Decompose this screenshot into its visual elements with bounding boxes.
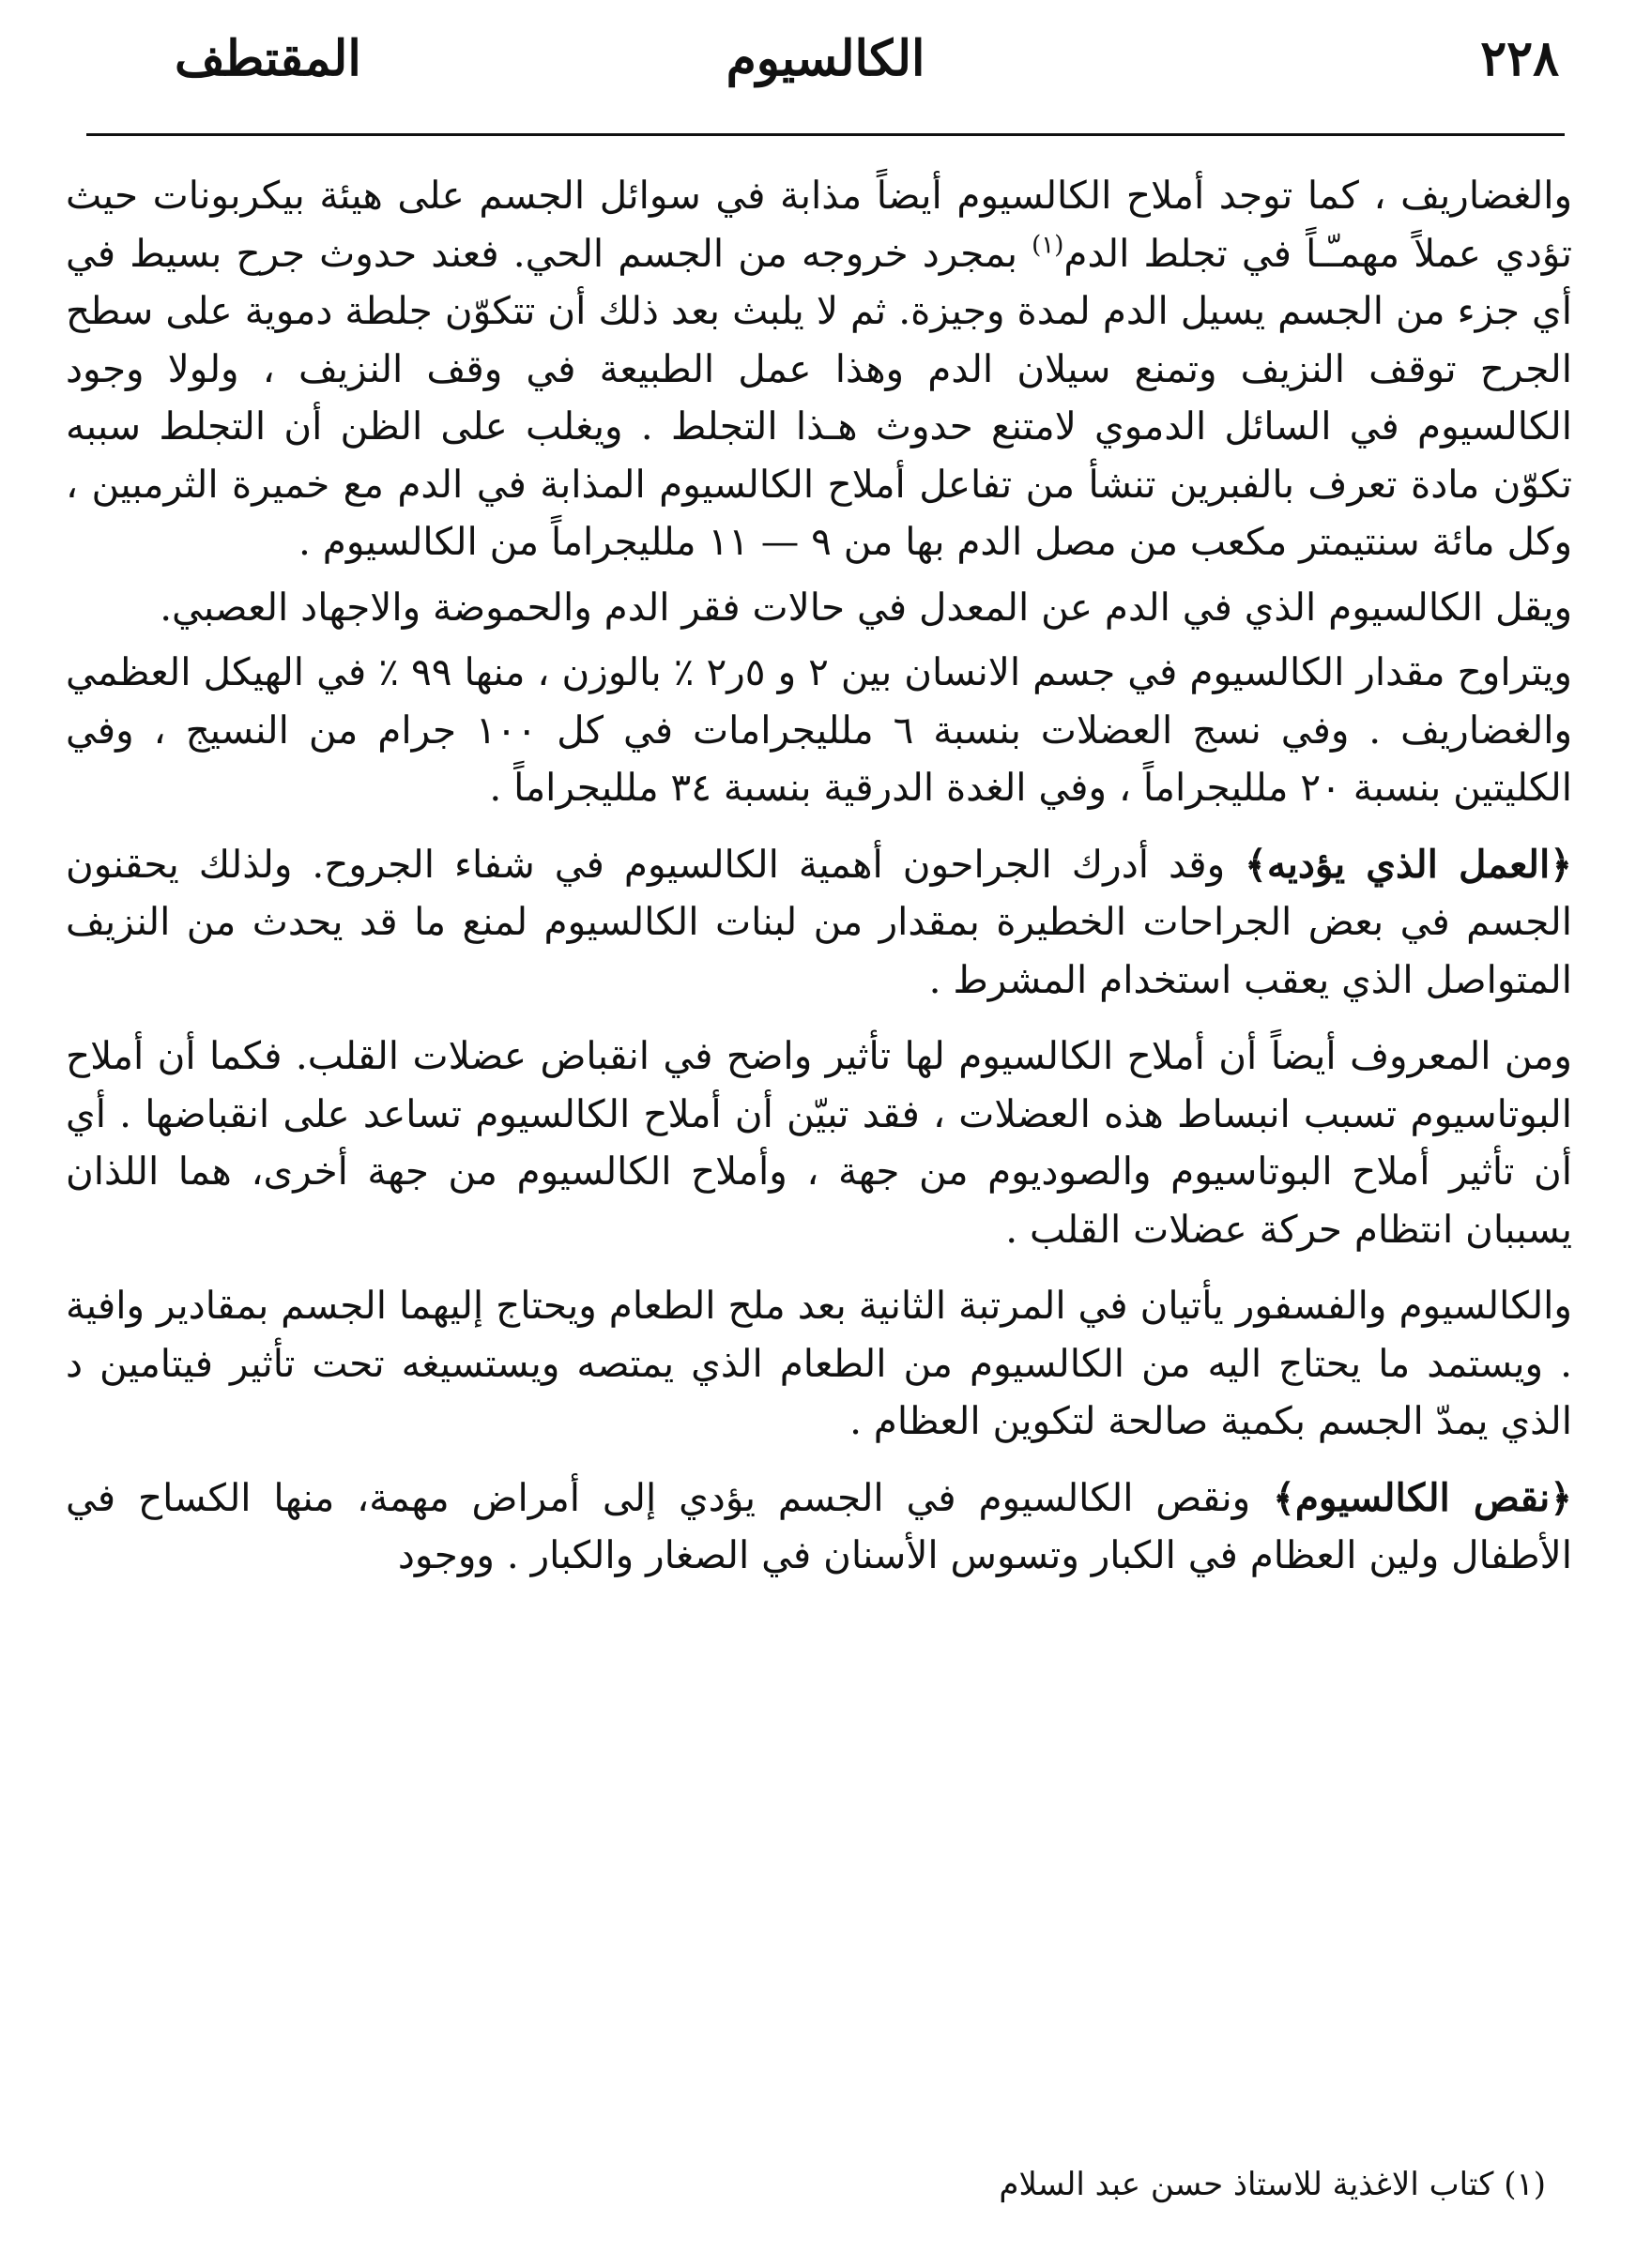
footnote: (١) كتاب الاغذية للاستاذ حسن عبد السلام [999, 2166, 1546, 2203]
paragraph-text: والكالسيوم والفسفور يأتيان في المرتبة الثانية بعد ملح الطعام ويحتاج إليهما الجسم بمقادير وافية . ويستمد ما يحتاج اليه من الكالسيوم من الطعام الذي يمتصه ويستسيغه تحت تأثير فيتامين د الذي يمدّ الجسم بكمية صالحة لتكوين العظام . [66, 1283, 1572, 1443]
paragraph-function [66, 836, 1572, 1010]
paragraph-text: ومن المعروف أيضاً أن أملاح الكالسيوم لها تأثير واضح في انقباض عضلات القلب. فكما أن أملاح البوتاسيوم تسبب انبساط هذه العضلات ، فقد تبيّن أن أملاح الكالسيوم تساعد على انقباضها . أي أن تأثير أملاح البوتاسيوم والصوديوم من جهة ، وأملاح الكالسيوم من جهة أخرى، هما اللذان يسببان انتظام حركة عضلات القلب . [66, 1033, 1572, 1252]
header-divider [86, 133, 1565, 136]
paragraph-text: بمجرد خروجه من الجسم الحي. فعند حدوث جرح بسيط في أي جزء من الجسم يسيل الدم لمدة وجيزة. ثم لا يلبث بعد ذلك أن تتكوّن جلطة دموية على سطح الجرح توقف النزيف وتمنع سيلان الدم وهذا عمل الطبيعة في وقف النزيف ، ولولا وجود الكالسيوم في السائل الدموي لامتنع حدوث هـذا التجلط . ويغلب على الظن أن التجلط سببه تكوّن مادة تعرف بالفبرين تنشأ من تفاعل أملاح الكالسيوم المذابة في الدم مع خميرة الثرمبين ، وكل مائة سنتيمتر مكعب من مصل الدم بها من ٩ — ١١ ملليجراماً من الكالسيوم . [66, 230, 1572, 564]
journal-name: المقتطف [175, 30, 361, 87]
paragraph-text: والغضاريف ، كما توجد أملاح الكالسيوم أيضاً مذابة في سوائل الجسم على هيئة بيكربونات حيث تؤدي عملاً مهمـّـاً في تجلط الدم [66, 173, 1572, 276]
paragraph-text: وقد أدرك الجراحون أهمية الكالسيوم في شفاء الجروح. ولذلك يحقنون الجسم في بعض الجراحات الخطيرة بمقدار من لبنات الكالسيوم لمنع ما قد يحدث من النزيف المتواصل الذي يعقب استخدام المشرط . [66, 841, 1572, 1002]
running-title: الكالسيوم [726, 30, 925, 87]
paragraph-calcium-deficiency [66, 1469, 1572, 1585]
paragraph-text: ويقل الكالسيوم الذي في الدم عن المعدل في حالات فقر الدم والحموضة والاجهاد العصبي. [160, 584, 1572, 630]
section-marker: ﴿نقص الكالسيوم﴾ [1273, 1474, 1572, 1520]
footnote-reference: (١) [1032, 231, 1064, 259]
paragraph-text: ونقص الكالسيوم في الجسم يؤدي إلى أمراض مهمة، منها الكساح في الأطفال ولين العظام في الكبار وتسوس الأسنان في الصغار والكبار . ووجود [66, 1474, 1572, 1577]
paragraph-calcium-amount [66, 644, 1572, 817]
paragraph-calcium-phosphorus [66, 1277, 1572, 1451]
article-body [66, 167, 1572, 1585]
page-header [84, 26, 1567, 101]
section-marker: ﴿العمل الذي يؤديه﴾ [1245, 841, 1572, 887]
paragraph-heart-muscles [66, 1027, 1572, 1258]
page-number: ٢٢٨ [1480, 30, 1559, 87]
paragraph-blood-clotting [66, 167, 1572, 571]
paragraph-low-calcium [66, 579, 1572, 637]
paragraph-text: ويتراوح مقدار الكالسيوم في جسم الانسان بين ٢ و ٥ر٢ ٪ بالوزن ، منها ٩٩ ٪ في الهيكل العظمي والغضاريف . وفي نسج العضلات بنسبة ٦ ملليجرامات في كل ١٠٠ جرام من النسيج ، وفي الكليتين بنسبة ٢٠ ملليجراماً ، وفي الغدة الدرقية بنسبة ٣٤ ملليجراماً . [66, 649, 1573, 810]
